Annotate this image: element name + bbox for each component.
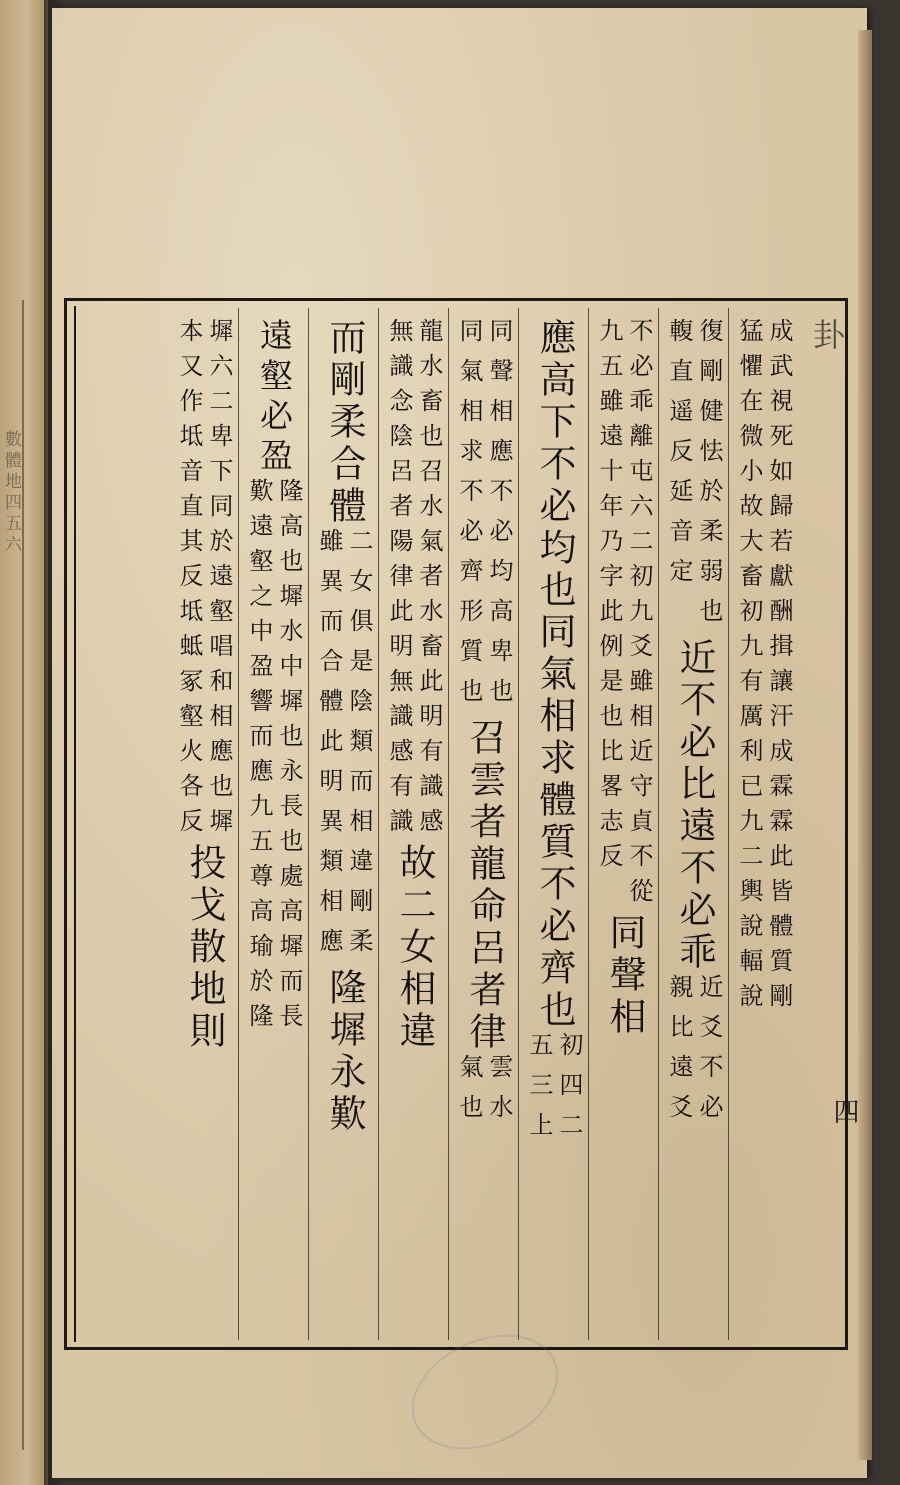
main-text: 而剛柔合體: [323, 318, 366, 528]
adjacent-page-strip: [0, 0, 48, 1485]
commentary-text-right: 雲水: [485, 1054, 513, 1134]
commentary-text-right: 初四二: [555, 1032, 583, 1152]
text-column: [174, 318, 234, 1338]
column-rule: [518, 308, 519, 1340]
commentary-text-right: 不必乖離屯六二初九爻雖相近守貞不從: [625, 318, 653, 913]
main-text: 投戈散地則: [183, 843, 226, 1053]
text-column: [734, 318, 794, 1338]
commentary-text-left: 九五雖遠十年乃字此例是也比畧志反: [595, 318, 623, 878]
page-edge: [858, 30, 872, 1460]
commentary-pair: [384, 318, 444, 843]
column-rule: [728, 308, 729, 1340]
commentary-text-left: 同氣相求不必齊形質也: [455, 318, 483, 718]
text-column: [314, 318, 374, 1338]
main-text: 應高下不必均也同氣相求體質不必齊也: [533, 318, 576, 1032]
page-header-mark: 卦: [808, 318, 846, 350]
commentary-text-right: 隆高也墀水中墀也永長也處高墀而長: [275, 478, 303, 1038]
main-text: 召雲者龍命呂者律: [463, 718, 506, 1054]
commentary-text-left: 輹直遥反延音定: [665, 318, 693, 598]
text-column: [384, 318, 444, 1338]
commentary-pair: [454, 318, 514, 718]
main-text: 故二女相違: [393, 843, 436, 1053]
commentary-pair: [664, 318, 724, 638]
commentary-text-left: 親比遠爻: [665, 974, 693, 1134]
text-column: [244, 318, 304, 1338]
adjacent-page-rule: [22, 300, 24, 1450]
frame-inner-rule: [74, 306, 76, 1342]
text-column: [664, 318, 724, 1338]
commentary-text-left: 氣也: [455, 1054, 483, 1134]
text-column: [594, 318, 654, 1338]
commentary-pair: [664, 974, 724, 1134]
printed-frame: [64, 298, 848, 1350]
commentary-text-right: 近爻不必: [695, 974, 723, 1134]
commentary-text-left: 歎遠壑之中盈響而應九五尊高瑜於隆: [245, 478, 273, 1038]
commentary-text-right: 墀六二卑下同於遠壑唱和相應也墀: [205, 318, 233, 843]
column-rule: [378, 308, 379, 1340]
commentary-text-right: 二女俱是陰類而相違剛柔: [345, 528, 373, 968]
commentary-pair: [524, 1032, 584, 1152]
commentary-pair: [734, 318, 794, 1018]
main-text: 近不必比遠不必乖: [673, 638, 716, 974]
page-number: 四: [829, 1098, 859, 1124]
column-rule: [238, 308, 239, 1340]
commentary-text-right: 復剛健怯於柔弱也: [695, 318, 723, 638]
main-text: 同聲相: [603, 913, 646, 1039]
text-column: [524, 318, 584, 1338]
adjacent-page-text: 數體地四五六: [1, 430, 21, 556]
commentary-text-right: 龍水畜也召水氣者水畜此明有識感: [415, 318, 443, 843]
main-text: 隆墀永歎: [323, 968, 366, 1136]
text-column: [454, 318, 514, 1338]
commentary-pair: [594, 318, 654, 913]
commentary-text-right: 同聲相應不必均高卑也: [485, 318, 513, 718]
column-rule: [658, 308, 659, 1340]
column-rule: [448, 308, 449, 1340]
commentary-pair: [244, 478, 304, 1038]
commentary-pair: [174, 318, 234, 843]
column-rule: [308, 308, 309, 1340]
commentary-text-left: 雖異而合體此明異類相應: [315, 528, 343, 968]
commentary-text-left: 猛懼在微小故大畜初九有厲利已九二輿說輻說: [735, 318, 763, 1018]
main-text: 遠壑必盈: [255, 318, 294, 478]
commentary-pair: [314, 528, 374, 968]
column-rule: [588, 308, 589, 1340]
commentary-text-left: 五三上: [525, 1032, 553, 1152]
commentary-text-left: 本又作坻音直其反坻蚳冢壑火各反: [175, 318, 203, 843]
commentary-text-left: 無識念陰呂者陽律此明無識感有識: [385, 318, 413, 843]
commentary-text-right: 成武視死如歸若獻酬揖讓汗成霖霖此皆體質剛: [765, 318, 793, 1018]
commentary-pair: [454, 1054, 514, 1134]
